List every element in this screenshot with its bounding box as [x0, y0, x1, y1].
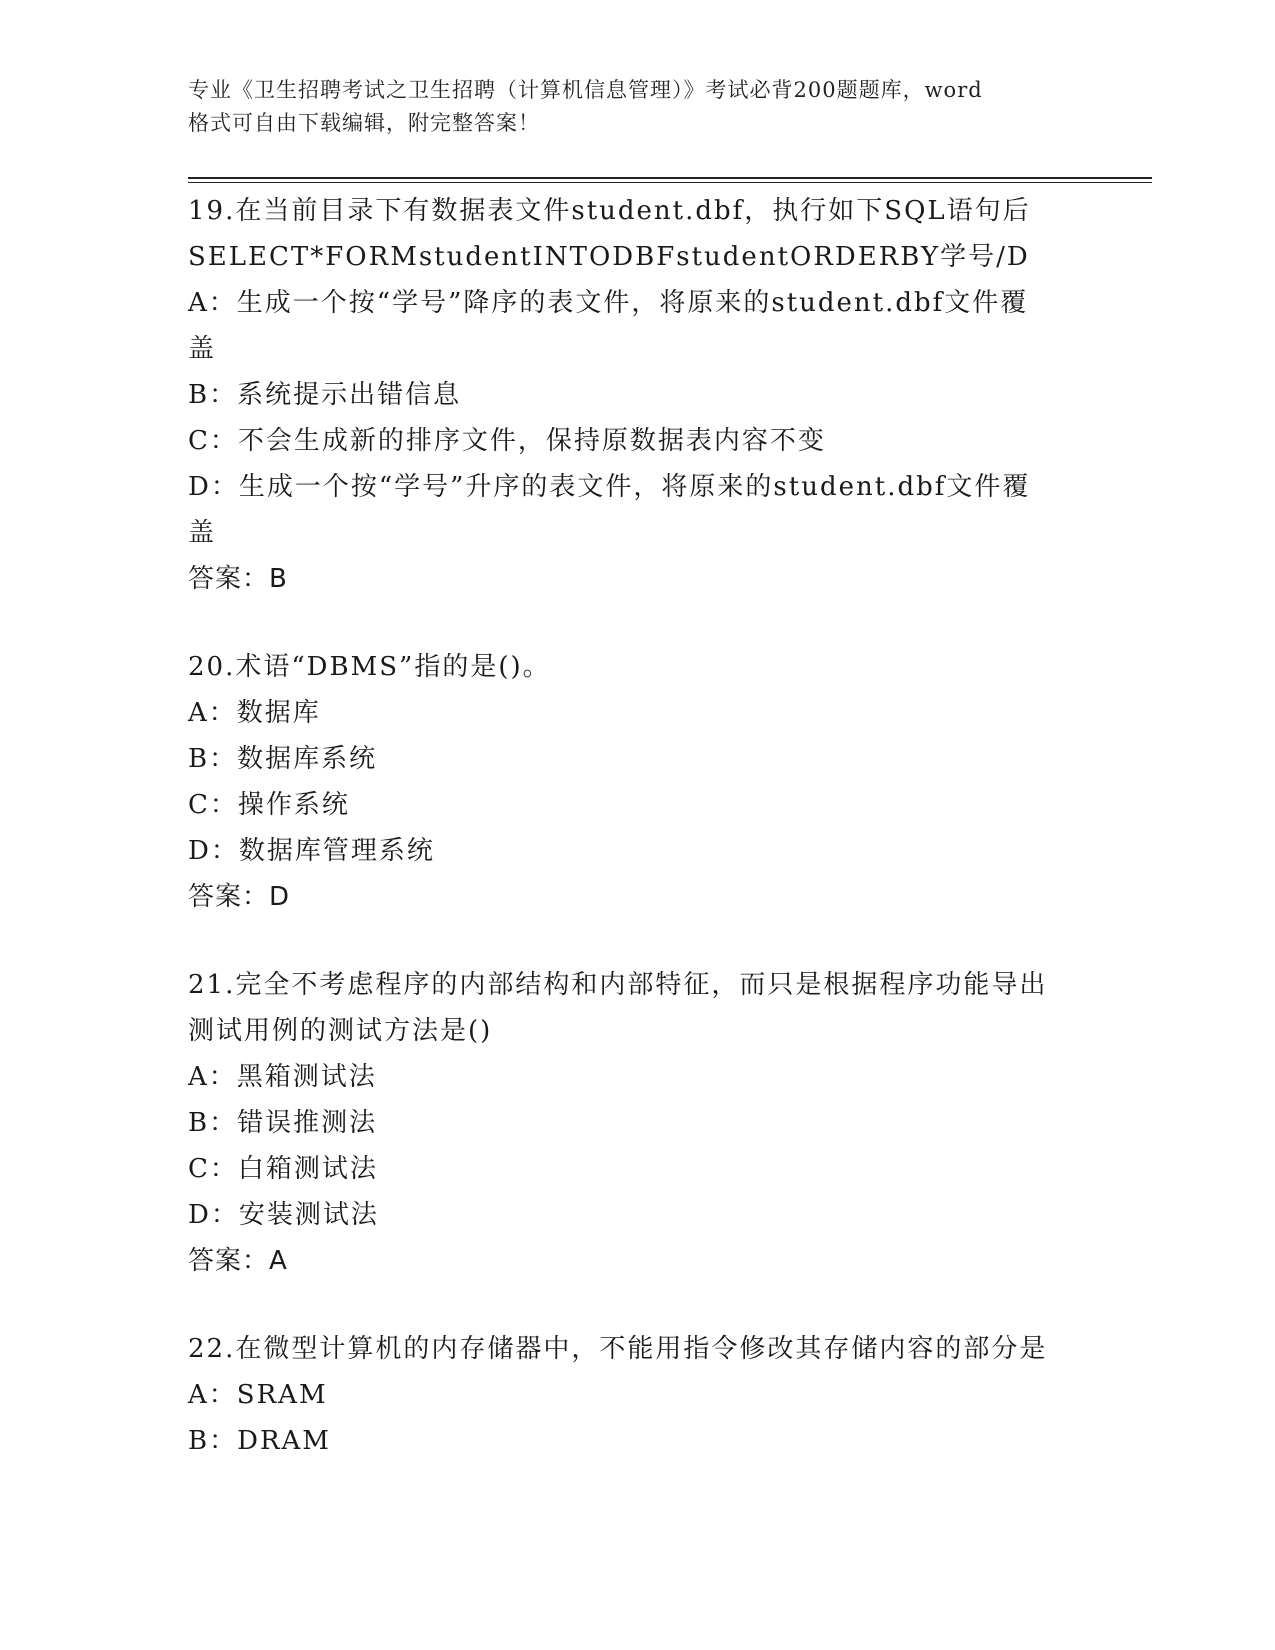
answer-label: 答案：D: [188, 882, 291, 912]
option-b: B：数据库系统: [188, 744, 378, 774]
option-c: C：白箱测试法: [188, 1154, 378, 1184]
header-line-1: 专业《卫生招聘考试之卫生招聘（计算机信息管理）》考试必背200题题库，word: [188, 78, 983, 102]
option-a-continued: 盖: [188, 334, 217, 364]
answer-label: 答案：A: [188, 1246, 288, 1276]
option-d: D：安装测试法: [188, 1200, 379, 1230]
option-d-continued: 盖: [188, 518, 217, 548]
option-d: D：数据库管理系统: [188, 836, 435, 866]
question-stem: 22.在微型计算机的内存储器中，不能用指令修改其存储内容的部分是: [188, 1334, 1048, 1364]
header-divider-thick: [188, 177, 1152, 179]
option-c: C：操作系统: [188, 790, 350, 820]
header-line-2: 格式可自由下载编辑，附完整答案！: [188, 111, 540, 135]
question-stem: 20.术语“DBMS”指的是()。: [188, 652, 551, 682]
option-a: A：SRAM: [188, 1380, 328, 1410]
question-19: [188, 188, 1088, 602]
option-b: B：系统提示出错信息: [188, 380, 462, 410]
document-header: [188, 74, 1088, 140]
option-b: B：DRAM: [188, 1426, 331, 1456]
question-22: [188, 1326, 1088, 1464]
header-divider-thin: [188, 182, 1152, 183]
option-b: B：错误推测法: [188, 1108, 378, 1138]
question-stem: 21.完全不考虑程序的内部结构和内部特征，而只是根据程序功能导出: [188, 970, 1048, 1000]
question-stem: 测试用例的测试方法是(): [188, 1016, 493, 1046]
option-d: D：生成一个按“学号”升序的表文件，将原来的student.dbf文件覆: [188, 472, 1031, 502]
question-stem: 19.在当前目录下有数据表文件student.dbf，执行如下SQL语句后: [188, 196, 1031, 226]
option-c: C：不会生成新的排序文件，保持原数据表内容不变: [188, 426, 826, 456]
answer-label: 答案：B: [188, 564, 288, 594]
question-21: [188, 962, 1088, 1284]
option-a: A：数据库: [188, 698, 321, 728]
option-a: A：黑箱测试法: [188, 1062, 377, 1092]
question-list: [188, 188, 1088, 1506]
option-a: A：生成一个按“学号”降序的表文件，将原来的student.dbf文件覆: [188, 288, 1029, 318]
question-stem: SELECT*FORMstudentINTODBFstudentORDERBY学号/D: [188, 242, 1030, 272]
question-20: [188, 644, 1088, 920]
